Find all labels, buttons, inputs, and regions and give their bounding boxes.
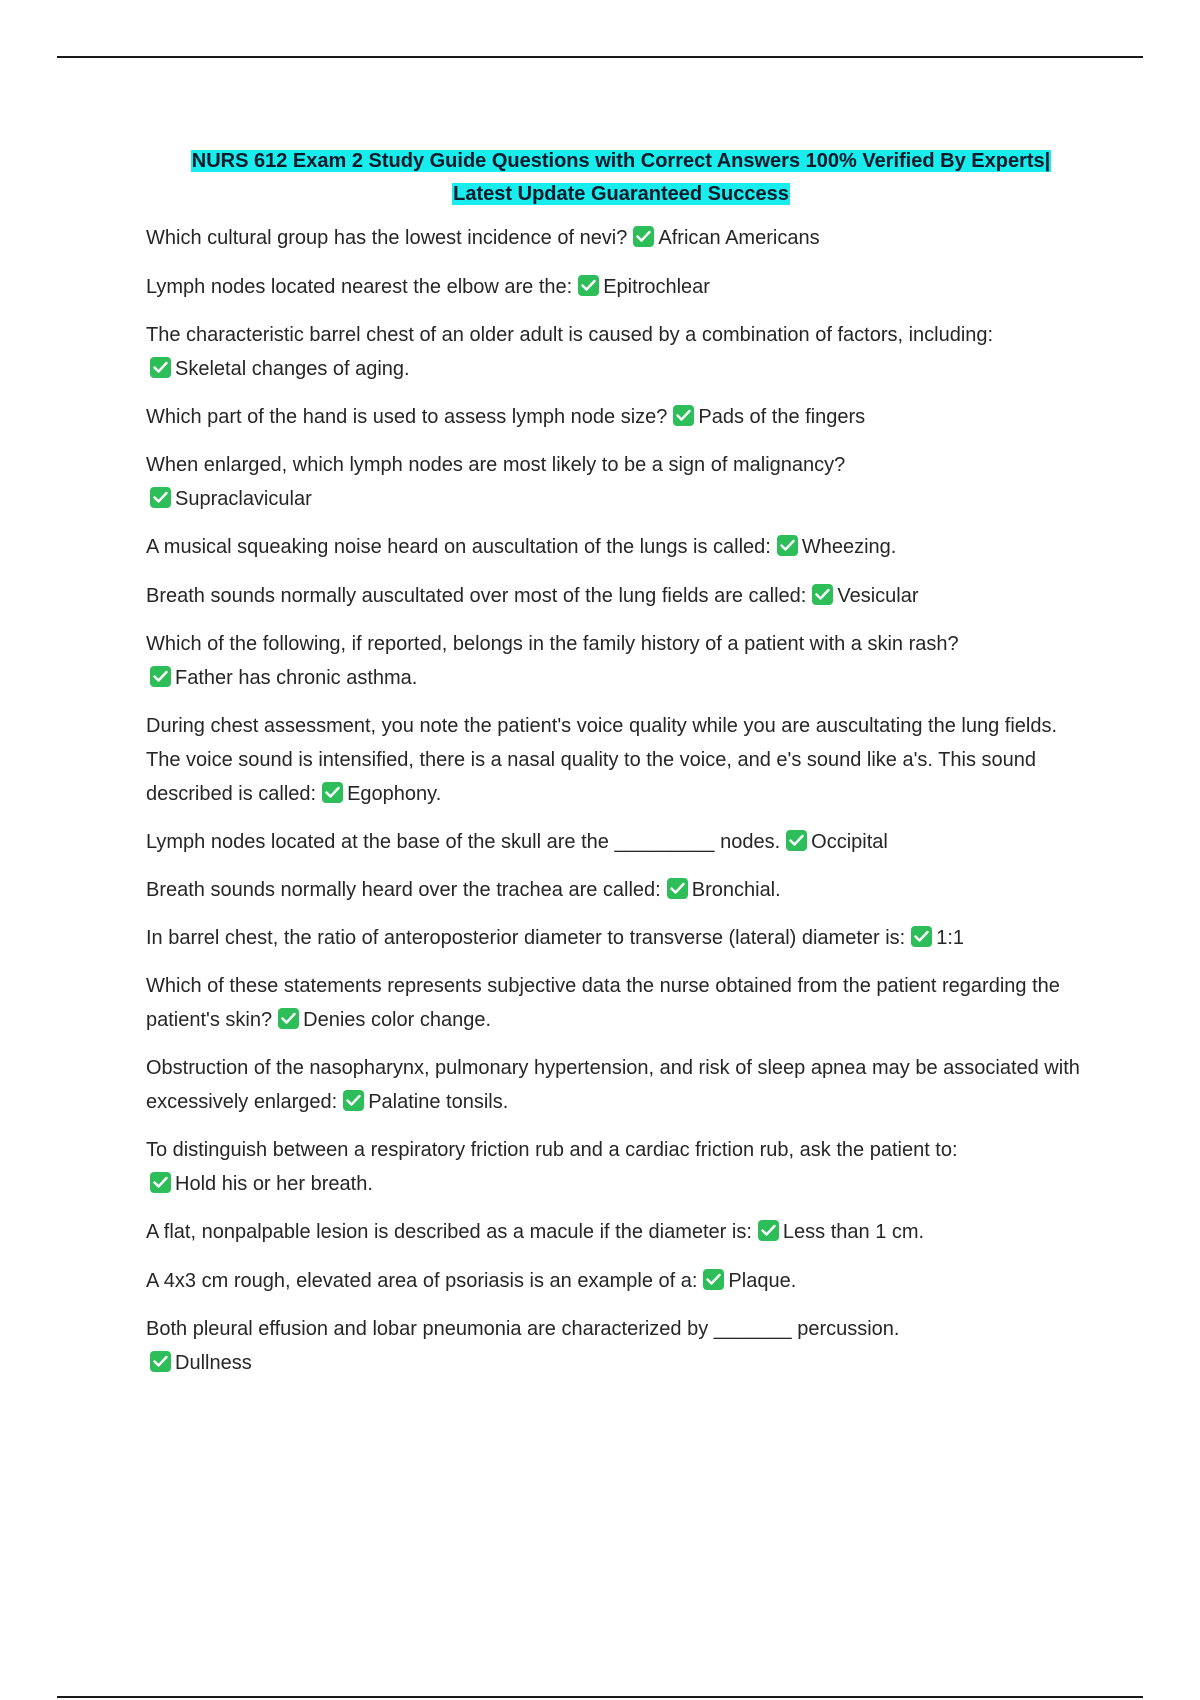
- question-text: When enlarged, which lymph nodes are most likely to be a sign of malignancy?: [146, 454, 846, 476]
- question-text: Both pleural effusion and lobar pneumonia are characterized by _______ percussion.: [146, 1318, 900, 1340]
- qa-item: [146, 921, 1096, 955]
- qa-item: [146, 627, 1096, 695]
- study-guide-page: [146, 145, 1096, 1394]
- qa-item: [146, 270, 1096, 304]
- check-icon: [911, 926, 932, 947]
- check-icon: [703, 1269, 724, 1290]
- answer-text: Plaque.: [728, 1270, 797, 1292]
- qa-item: [146, 1051, 1096, 1119]
- footer-rule: [57, 1696, 1143, 1698]
- answer-text: Hold his or her breath.: [175, 1173, 373, 1195]
- qa-item: [146, 448, 1096, 516]
- qa-item: [146, 221, 1096, 255]
- question-text: A flat, nonpalpable lesion is described as a macule if the diameter is:: [146, 1221, 752, 1243]
- answer-text: Less than 1 cm.: [782, 1221, 925, 1243]
- question-text: Which cultural group has the lowest incidence of nevi?: [146, 227, 628, 249]
- question-text: Lymph nodes located at the base of the skull are the _________ nodes.: [146, 831, 781, 853]
- answer-text: Wheezing.: [801, 536, 897, 558]
- answer-text: Vesicular: [837, 585, 919, 607]
- answer-text: Palatine tonsils.: [368, 1091, 509, 1113]
- question-text: To distinguish between a respiratory friction rub and a cardiac friction rub, ask the patient to:: [146, 1139, 958, 1161]
- check-icon: [578, 275, 599, 296]
- check-icon: [667, 878, 688, 899]
- question-text: Breath sounds normally auscultated over most of the lung fields are called:: [146, 585, 807, 607]
- qa-item: [146, 1312, 1096, 1380]
- header-rule: [57, 56, 1143, 58]
- check-icon: [777, 535, 798, 556]
- qa-item: [146, 530, 1096, 564]
- question-text: In barrel chest, the ratio of anteroposterior diameter to transverse (lateral) diameter is:: [146, 927, 906, 949]
- answer-text: Skeletal changes of aging.: [175, 358, 410, 380]
- qa-item: [146, 1133, 1096, 1201]
- check-icon: [150, 357, 171, 378]
- check-icon: [633, 226, 654, 247]
- qa-item: [146, 709, 1096, 811]
- question-text: A musical squeaking noise heard on auscultation of the lungs is called:: [146, 536, 771, 558]
- check-icon: [150, 487, 171, 508]
- question-text: During chest assessment, you note the patient's voice quality while you are auscultating the lung fields. The voice sound is intensified, there is a nasal quality to the voice, and e's sound like a's. This sound described is called:: [146, 715, 1058, 805]
- question-text: Obstruction of the nasopharynx, pulmonary hypertension, and risk of sleep apnea may be associated with excessively enlarged:: [146, 1057, 1080, 1113]
- check-icon: [343, 1090, 364, 1111]
- question-text: Lymph nodes located nearest the elbow are the:: [146, 276, 573, 298]
- answer-text: 1:1: [936, 927, 965, 949]
- qa-item: [146, 400, 1096, 434]
- qa-item: [146, 1264, 1096, 1298]
- check-icon: [150, 1351, 171, 1372]
- check-icon: [150, 666, 171, 687]
- question-text: Which of the following, if reported, belongs in the family history of a patient with a skin rash?: [146, 633, 959, 655]
- answer-text: Egophony.: [347, 783, 442, 805]
- title-line-1: NURS 612 Exam 2 Study Guide Questions with Correct Answers 100% Verified By Experts|: [191, 150, 1051, 172]
- answer-text: Epitrochlear: [603, 276, 710, 298]
- qa-item: [146, 873, 1096, 907]
- question-text: Which part of the hand is used to assess lymph node size?: [146, 406, 668, 428]
- check-icon: [322, 782, 343, 803]
- answer-text: African Americans: [658, 227, 820, 249]
- check-icon: [812, 584, 833, 605]
- answer-text: Dullness: [175, 1352, 252, 1374]
- check-icon: [150, 1172, 171, 1193]
- document-title: [146, 145, 1096, 211]
- question-text: A 4x3 cm rough, elevated area of psoriasis is an example of a:: [146, 1270, 698, 1292]
- title-line-2: Latest Update Guaranteed Success: [453, 183, 789, 205]
- check-icon: [278, 1008, 299, 1029]
- check-icon: [673, 405, 694, 426]
- qa-item: [146, 318, 1096, 386]
- answer-text: Denies color change.: [303, 1009, 492, 1031]
- answer-text: Bronchial.: [691, 879, 781, 901]
- qa-item: [146, 825, 1096, 859]
- qa-item: [146, 969, 1096, 1037]
- answer-text: Pads of the fingers: [698, 406, 866, 428]
- qa-item: [146, 579, 1096, 613]
- check-icon: [758, 1220, 779, 1241]
- qa-item: [146, 1215, 1096, 1249]
- answer-text: Occipital: [811, 831, 888, 853]
- answer-text: Father has chronic asthma.: [175, 667, 418, 689]
- question-text: Breath sounds normally heard over the trachea are called:: [146, 879, 661, 901]
- answer-text: Supraclavicular: [175, 488, 312, 510]
- question-text: Which of these statements represents subjective data the nurse obtained from the patient regarding the patient's skin?: [146, 975, 1060, 1031]
- check-icon: [786, 830, 807, 851]
- question-text: The characteristic barrel chest of an older adult is caused by a combination of factors, including:: [146, 324, 994, 346]
